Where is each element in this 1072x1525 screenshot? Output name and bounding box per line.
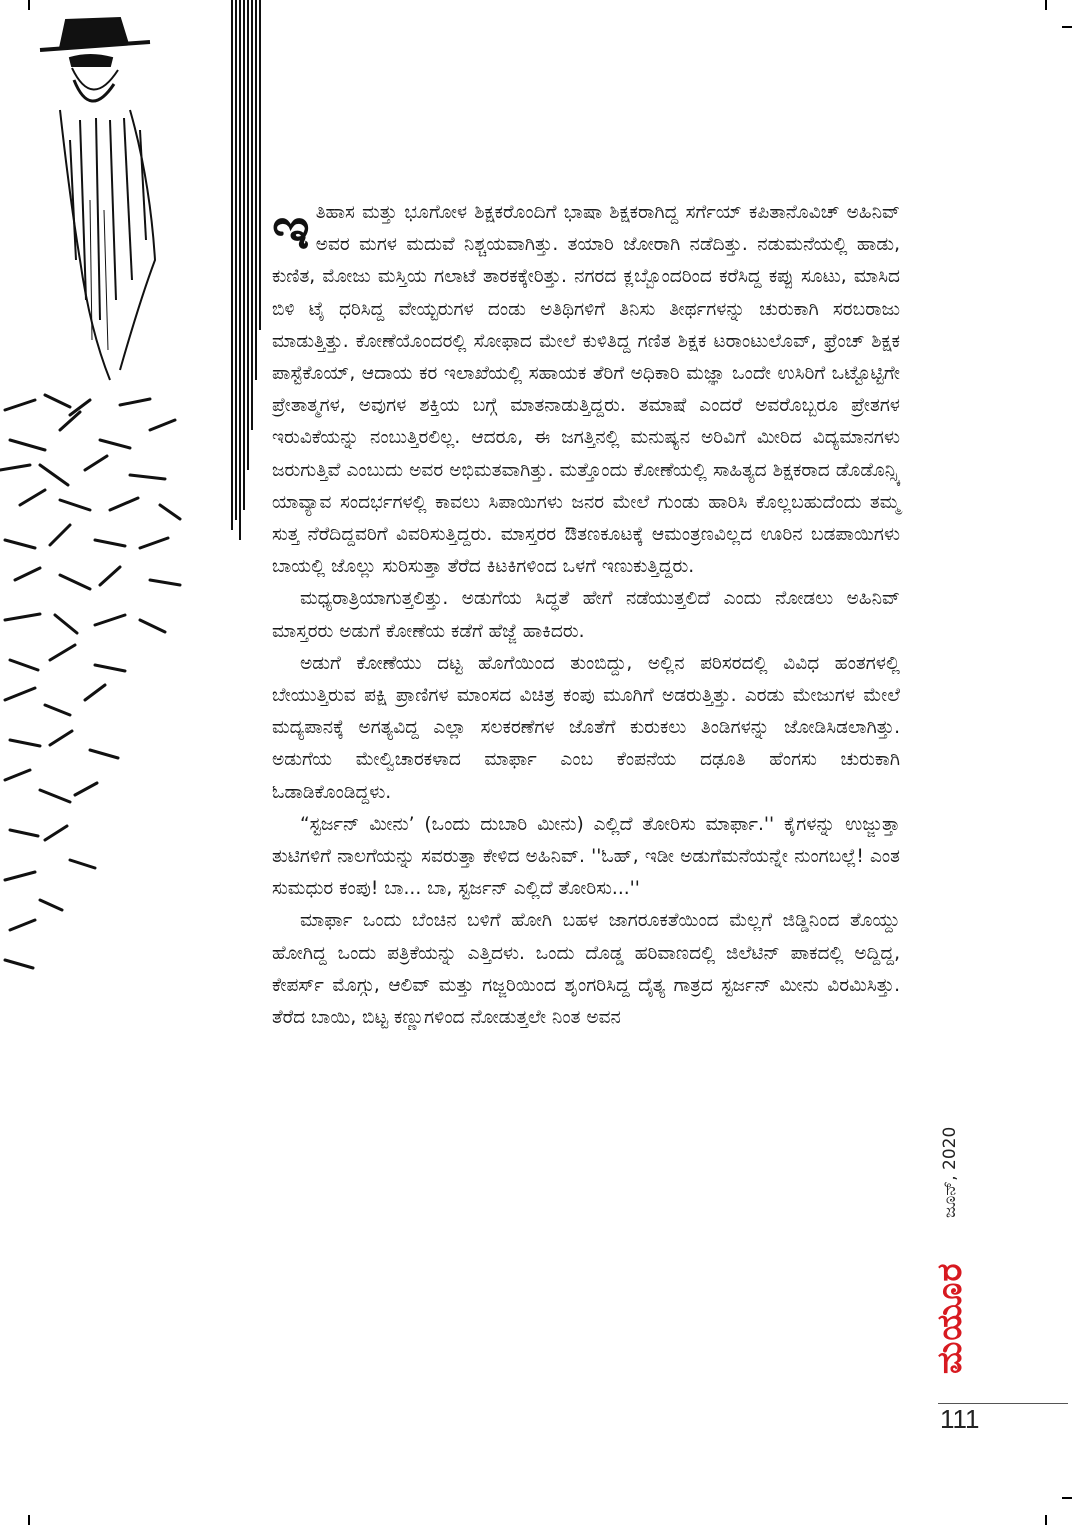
crop-mark-right-top <box>1062 26 1072 28</box>
article-paragraph: “ಸ್ಟರ್ಜನ್ ಮೀನು’ (ಒಂದು ದುಬಾರಿ ಮೀನು) ಎಲ್ಲಿದೆ ತೋರಿಸು ಮಾರ್ಫಾ.'' ಕೈಗಳನ್ನು ಉಜ್ಜುತ್ತಾ ತುಟಿಗಳಿಗೆ ನಾಲಗೆಯನ್ನು ಸವರುತ್ತಾ ಕೇಳಿದ ಅಹಿನಿವ್. ''ಓಹ್, ಇಡೀ ಅಡುಗೆಮನೆಯನ್ನೇ ನುಂಗಬಲ್ಲೆ! ಎಂತ ಸುಮಧುರ ಕಂಪು! ಬಾ... ಬಾ, ಸ್ಟರ್ಜನ್ ಎಲ್ಲಿದೆ ತೋರಿಸು...'' <box>272 813 900 900</box>
article-paragraph: ಅಡುಗೆ ಕೋಣೆಯು ದಟ್ಟ ಹೊಗೆಯಿಂದ ತುಂಬಿದ್ದು, ಅಲ್ಲಿನ ಪರಿಸರದಲ್ಲಿ ವಿವಿಧ ಹಂತಗಳಲ್ಲಿ ಬೇಯುತ್ತಿರುವ ಪಕ್ಷಿ ಪ್ರಾಣಿಗಳ ಮಾಂಸದ ವಿಚಿತ್ರ ಕಂಪು ಮೂಗಿಗೆ ಅಡರುತ್ತಿತ್ತು. ಎರಡು ಮೇಜುಗಳ ಮೇಲೆ ಮದ್ಯಪಾನಕ್ಕೆ ಅಗತ್ಯವಿದ್ದ ಎಲ್ಲಾ ಸಲಕರಣೆಗಳ ಜೊತೆಗೆ ಕುರುಕಲು ತಿಂಡಿಗಳನ್ನು ಜೋಡಿಸಿಡಲಾಗಿತ್ತು. ಅಡುಗೆಯ ಮೇಲ್ವಿಚಾರಕಳಾದ ಮಾರ್ಫಾ ಎಂಬ ಕೆಂಪನೆಯ ದಢೂತಿ ಹೆಂಗಸು ಚುರುಕಾಗಿ ಓಡಾಡಿಕೊಂಡಿದ್ದಳು. <box>272 652 900 803</box>
article-paragraph <box>272 194 900 583</box>
crop-mark-bottom-left <box>28 1515 30 1525</box>
magazine-logo: ಮಯೂರ <box>930 1262 970 1374</box>
hat-figure <box>40 18 155 380</box>
issue-date: ಜೂನ್, 2020 <box>940 1126 960 1218</box>
paragraph-text: ತಿಹಾಸ ಮತ್ತು ಭೂಗೋಳ ಶಿಕ್ಷಕರೊಂದಿಗೆ ಭಾಷಾ ಶಿಕ್ಷಕರಾಗಿದ್ದ ಸರ್ಗೆಯ್ ಕಪಿತಾನೊವಿಚ್ ಅಹಿನಿವ್ ಅವರ ಮಗಳ ಮದುವೆ ನಿಶ್ಚಯವಾಗಿತ್ತು. ತಯಾರಿ ಜೋರಾಗಿ ನಡೆದಿತ್ತು. ನಡುಮನೆಯಲ್ಲಿ ಹಾಡು, ಕುಣಿತ, ಮೋಜು ಮಸ್ತಿಯ ಗಲಾಟೆ ತಾರಕಕ್ಕೇರಿತ್ತು. ನಗರದ ಕ್ಲಬ್ಬೊಂದರಿಂದ ಕರೆಸಿದ್ದ ಕಪ್ಪು ಸೂಟು, ಮಾಸಿದ ಬಿಳಿ ಟೈ ಧರಿಸಿದ್ದ ವೇಯ್ಟರುಗಳ ದಂಡು ಅತಿಥಿಗಳಿಗೆ ತಿನಿಸು ತೀರ್ಥಗಳನ್ನು ಚುರುಕಾಗಿ ಸರಬರಾಜು ಮಾಡುತ್ತಿತ್ತು. ಕೋಣೆಯೊಂದರಲ್ಲಿ ಸೋಫಾದ ಮೇಲೆ ಕುಳಿತಿದ್ದ ಗಣಿತ ಶಿಕ್ಷಕ ಟರಾಂಟುಲೊವ್, ಫ್ರೆಂಚ್ ಶಿಕ್ಷಕ ಪಾಸ್ಟೆಕೊಯ್, ಆದಾಯ ಕರ ಇಲಾಖೆಯಲ್ಲಿ ಸಹಾಯಕ ತೆರಿಗೆ ಅಧಿಕಾರಿ ಮಜ್ಞಾ ಒಂದೇ ಉಸಿರಿಗೆ ಒಟ್ಟೊಟ್ಟಿಗೇ ಪ್ರೇತಾತ್ಮಗಳ, ಅವುಗಳ ಶಕ್ತಿಯ ಬಗ್ಗೆ ಮಾತನಾಡುತ್ತಿದ್ದರು. ತಮಾಷೆ ಎಂದರೆ ಅವರೊಬ್ಬರೂ ಪ್ರೇತಗಳ ಇರುವಿಕೆಯನ್ನು ನಂಬುತ್ತಿರಲಿಲ್ಲ. ಆದರೂ, ಈ ಜಗತ್ತಿನಲ್ಲಿ ಮನುಷ್ಯನ ಅರಿವಿಗೆ ಮೀರಿದ ವಿದ್ಯಮಾನಗಳು ಜರುಗುತ್ತಿವೆ ಎಂಬುದು ಅವರ ಅಭಿಮತವಾಗಿತ್ತು. ಮತ್ತೊಂದು ಕೋಣೆಯಲ್ಲಿ ಸಾಹಿತ್ಯದ ಶಿಕ್ಷಕರಾದ ಡೊಡೊನ್ಸ್ಕಿ ಯಾವ್ಯಾವ ಸಂದರ್ಭಗಳಲ್ಲಿ ಕಾವಲು ಸಿಪಾಯಿಗಳು ಜನರ ಮೇಲೆ ಗುಂಡು ಹಾರಿಸಿ ಕೊಲ್ಲಬಹುದೆಂದು ತಮ್ಮ ಸುತ್ತ ನೆರೆದಿದ್ದವರಿಗೆ ವಿವರಿಸುತ್ತಿದ್ದರು. ಮಾಸ್ತರರ ಔತಣಕೂಟಕ್ಕೆ ಆಮಂತ್ರಣವಿಲ್ಲದ ಊರಿನ ಬಡಪಾಯಿಗಳು ಬಾಯಲ್ಲಿ ಜೊಲ್ಲು ಸುರಿಸುತ್ತಾ ತೆರೆದ ಕಿಟಕಿಗಳಿಂದ ಒಳಗೆ ಇಣುಕುತ್ತಿದ್ದರು. <box>272 202 900 578</box>
drop-cap: ಇ <box>272 194 310 262</box>
vertical-rules <box>228 0 268 540</box>
article-paragraph: ಮಧ್ಯರಾತ್ರಿಯಾಗುತ್ತಲಿತ್ತು. ಅಡುಗೆಯ ಸಿದ್ಧತೆ ಹೇಗೆ ನಡೆಯುತ್ತಲಿದೆ ಎಂದು ನೋಡಲು ಅಹಿನಿವ್ ಮಾಸ್ತರರು ಅಡುಗೆ ಕೋಣೆಯ ಕಡೆಗೆ ಹೆಜ್ಜೆ ಹಾಕಿದರು. <box>272 588 900 642</box>
article-body <box>272 194 900 1034</box>
grass-strokes <box>0 395 180 968</box>
ink-illustration <box>0 0 200 1000</box>
crop-mark-bottom-right <box>1045 1515 1047 1525</box>
page-number: 111 <box>940 1404 980 1434</box>
crop-mark-right-bottom <box>1062 1497 1072 1499</box>
crop-mark-top-right <box>1045 0 1047 10</box>
article-paragraph: ಮಾರ್ಫಾ ಒಂದು ಬೆಂಚಿನ ಬಳಿಗೆ ಹೋಗಿ ಬಹಳ ಜಾಗರೂಕತೆಯಿಂದ ಮೆಲ್ಲಗೆ ಜಿಡ್ಡಿನಿಂದ ತೊಯ್ದು ಹೋಗಿದ್ದ ಒಂದು ಪತ್ರಿಕೆಯನ್ನು ಎತ್ತಿದಳು. ಒಂದು ದೊಡ್ಡ ಹರಿವಾಣದಲ್ಲಿ ಜಿಲೆಟಿನ್ ಪಾಕದಲ್ಲಿ ಅದ್ದಿದ್ದ, ಕೇಪರ್ಸ್ ಮೊಗ್ಗು, ಆಲಿವ್ ಮತ್ತು ಗಜ್ಜರಿಯಿಂದ ಶೃಂಗರಿಸಿದ್ದ ದೈತ್ಯ ಗಾತ್ರದ ಸ್ಟರ್ಜನ್ ಮೀನು ವಿರಮಿಸಿತ್ತು. ತೆರೆದ ಬಾಯಿ, ಬಿಟ್ಟ ಕಣ್ಣುಗಳಿಂದ ನೋಡುತ್ತಲೇ ನಿಂತ ಅವನ <box>272 910 900 1029</box>
